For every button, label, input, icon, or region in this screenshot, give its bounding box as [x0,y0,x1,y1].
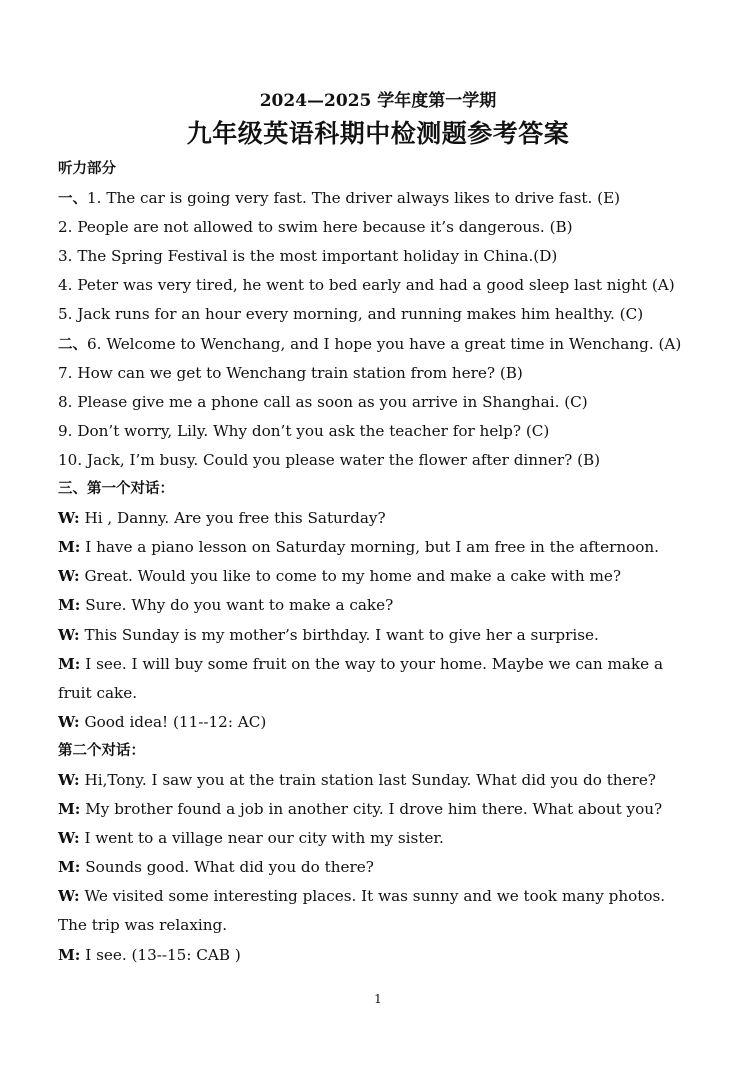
dialogue-text: Sure. Why do you want to make a cake? [80,596,394,615]
speaker-label: W: [58,712,80,731]
dialogue-line [58,562,708,591]
speaker-label: M: [58,654,81,673]
dialogue-text: The trip was relaxing. [58,916,228,935]
dialogue-text: I went to a village near our city with my sister. [79,829,444,848]
dialogue-line [58,882,708,911]
listening-heading: 听力部分 [58,161,116,177]
answer-line: 4. Peter was very tired, he went to bed early and had a good sleep last night (A) [58,276,675,295]
dialogue-line [58,679,708,708]
part2-prefix: 二、 [58,336,87,353]
speaker-label: W: [58,829,80,848]
dialogue-text: My brother found a job in another city. I drove him there. What about you? [80,800,663,819]
dialogue-line [58,766,708,795]
speaker-label: W: [58,567,80,586]
dialogue-line [58,504,708,533]
speaker-label: M: [58,945,81,964]
dialogue-line [58,708,708,737]
answer-line: 7. How can we get to Wenchang train station from here? (B) [58,363,523,382]
dialogue-text: Great. Would you like to come to my home and make a cake with me? [79,567,622,586]
dialogue-text: Sounds good. What did you do there? [80,858,374,877]
speaker-label: M: [58,596,81,615]
answer-text: 1. The car is going very fast. The driver always likes to drive fast. (E) [87,189,621,208]
answer-line: 5. Jack runs for an hour every morning, and running makes him healthy. (C) [58,305,644,324]
dialogue-line [58,650,708,679]
answer-line [58,330,708,359]
speaker-label: M: [58,858,81,877]
dialogue-line [58,621,708,650]
speaker-label: M: [58,800,81,819]
dialogue-text: I see. (13--15: CAB ) [80,945,241,964]
dialogue-line [58,824,708,853]
page-number: 1 [374,992,382,1006]
answer-line: 8. Please give me a phone call as soon as you arrive in Shanghai. (C) [58,392,588,411]
dialogue-text: Hi , Danny. Are you free this Saturday? [79,509,386,528]
answer-content [58,155,708,970]
answer-line: 2. People are not allowed to swim here because it’s dangerous. (B) [58,218,573,237]
answer-line: 3. The Spring Festival is the most important holiday in China.(D) [58,247,558,266]
document-title: 九年级英语科期中检测题参考答案 [186,119,570,148]
speaker-label: W: [58,625,80,644]
answer-line: 9. Don’t worry, Lily. Why don’t you ask the teacher for help? (C) [58,421,550,440]
speaker-label: W: [58,509,80,528]
dialogue-line [58,941,708,970]
dialogue1-heading: 三、第一个对话： [58,481,174,498]
part1-prefix: 一、 [58,191,87,208]
dialogue-text: fruit cake. [58,683,138,702]
dialogue-line [58,911,708,940]
dialogue-text: Hi,Tony. I saw you at the train station last Sunday. What did you do there? [79,770,656,789]
dialogue-text: I have a piano lesson on Saturday morning, but I am free in the afternoon. [80,538,660,557]
answer-line [58,184,708,213]
answer-text: 6. Welcome to Wenchang, and I hope you have a great time in Wenchang. (A) [87,334,682,353]
dialogue-line [58,533,708,562]
dialogue-text: We visited some interesting places. It was sunny and we took many photos. [79,887,666,906]
dialogue-text: This Sunday is my mother’s birthday. I want to give her a surprise. [79,625,599,644]
answer-line: 10. Jack, I’m busy. Could you please water the flower after dinner? (B) [58,450,601,469]
dialogue-text: Good idea! (11--12: AC) [79,712,267,731]
speaker-label: W: [58,887,80,906]
dialogue-line [58,853,708,882]
dialogue-text: I see. I will buy some fruit on the way to your home. Maybe we can make a [80,654,664,673]
dialogue-line [58,795,708,824]
speaker-label: W: [58,770,80,789]
dialogue2-heading: 第二个对话： [58,742,145,759]
year-term-line: 2024—2025 学年度第一学期 [259,91,497,111]
speaker-label: M: [58,538,81,557]
dialogue-line [58,591,708,620]
